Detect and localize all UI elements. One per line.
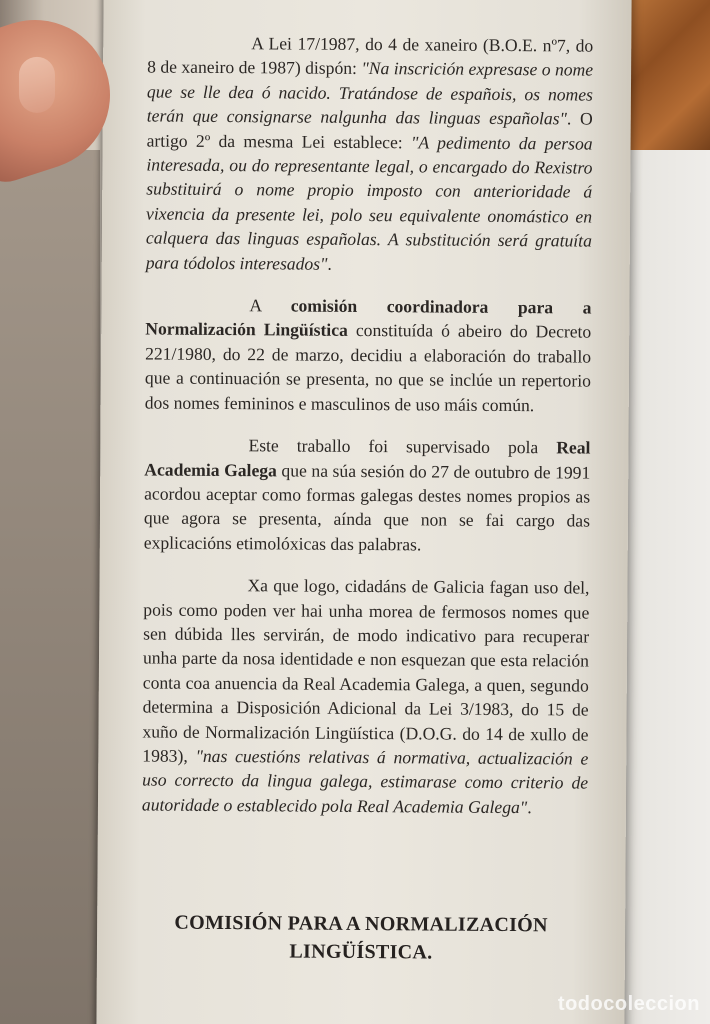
text-segment: "A pedimento da persoa interesada, ou do representante legal, o encargado do Rexistro substituirá o nome propio imposto con anterioridade á vixencia da presente lei, polo seu equivalente onomástico en calquera das linguas españolas. A substitución será gratuíta para tódolos interesados": [145, 131, 593, 274]
text-segment: "nas cuestións relativas á normativa, actualización e uso correcto da lingua galega, estimarase como criterio de autoridade o establecido pola Real Academia Galega": [141, 745, 589, 817]
paragraph-1: [146, 30, 594, 277]
fingernail: [19, 57, 55, 113]
text-segment: A: [249, 295, 291, 316]
underlying-page-shadow: [0, 150, 100, 1024]
text-segment: comisión coordinadora para a Normalización Lingüística: [145, 295, 592, 341]
paragraph-3: [144, 433, 591, 558]
text-segment: A Lei 17/1987, do 4 de xaneiro (B.O.E. nº7, do 8 de xaneiro de 1987) dispón:: [147, 33, 594, 79]
body-text: [142, 30, 594, 837]
paragraph-2: [145, 293, 592, 418]
text-segment: que na súa sesión do 27 de outubro de 1991 acordou aceptar como formas galegas destes nomes propios as que agora se presenta, aínda que non se fai cargo das explicacións etimolóxicas das palabras.: [143, 459, 591, 555]
booklet-page: [96, 0, 631, 1024]
signature-line-1: COMISIÓN PARA A NORMALIZACIÓN: [174, 911, 548, 937]
text-segment: .: [327, 253, 332, 274]
signature-line-2: LINGÜÍSTICA.: [289, 940, 433, 964]
paragraph-4: [142, 573, 590, 820]
text-segment: "Na inscrición expresase o nome que se lle dea ó nacido. Tratándose de españois, os nomes terán que consignarse nalgunha das linguas españolas": [146, 58, 594, 129]
text-segment: . O artigo 2º da mesma Lei establece:: [146, 108, 593, 152]
text-segment: constituída ó abeiro do Decreto 221/1980, do 22 de marzo, decidiu a elaboración do traballo que a continuación se presenta, no que se inclúe un repertorio dos nomes femininos e masculinos de uso máis común.: [144, 320, 592, 415]
signature-block: [97, 908, 625, 968]
text-segment: Real Academia Galega: [144, 437, 591, 480]
watermark: todocoleccion: [557, 993, 700, 1015]
text-segment: Xa que logo, cidadáns de Galicia fagan uso del, pois como poden ver hai unha morea de fermosos nomes que sen dúbida lles servirán, de modo indicativo para recuperar unha parte da nosa identidade e non esquezan que esta relación conta coa anuencia da Real Academia Galega, a quen, segundo determina a Disposición Adicional da Lei 3/1983, do 15 de xuño de Normalización Lingüística (D.O.G. do 14 de xullo de 1983),: [142, 575, 590, 766]
text-segment: Este traballo foi supervisado pola: [248, 435, 557, 458]
text-segment: .: [527, 796, 532, 817]
